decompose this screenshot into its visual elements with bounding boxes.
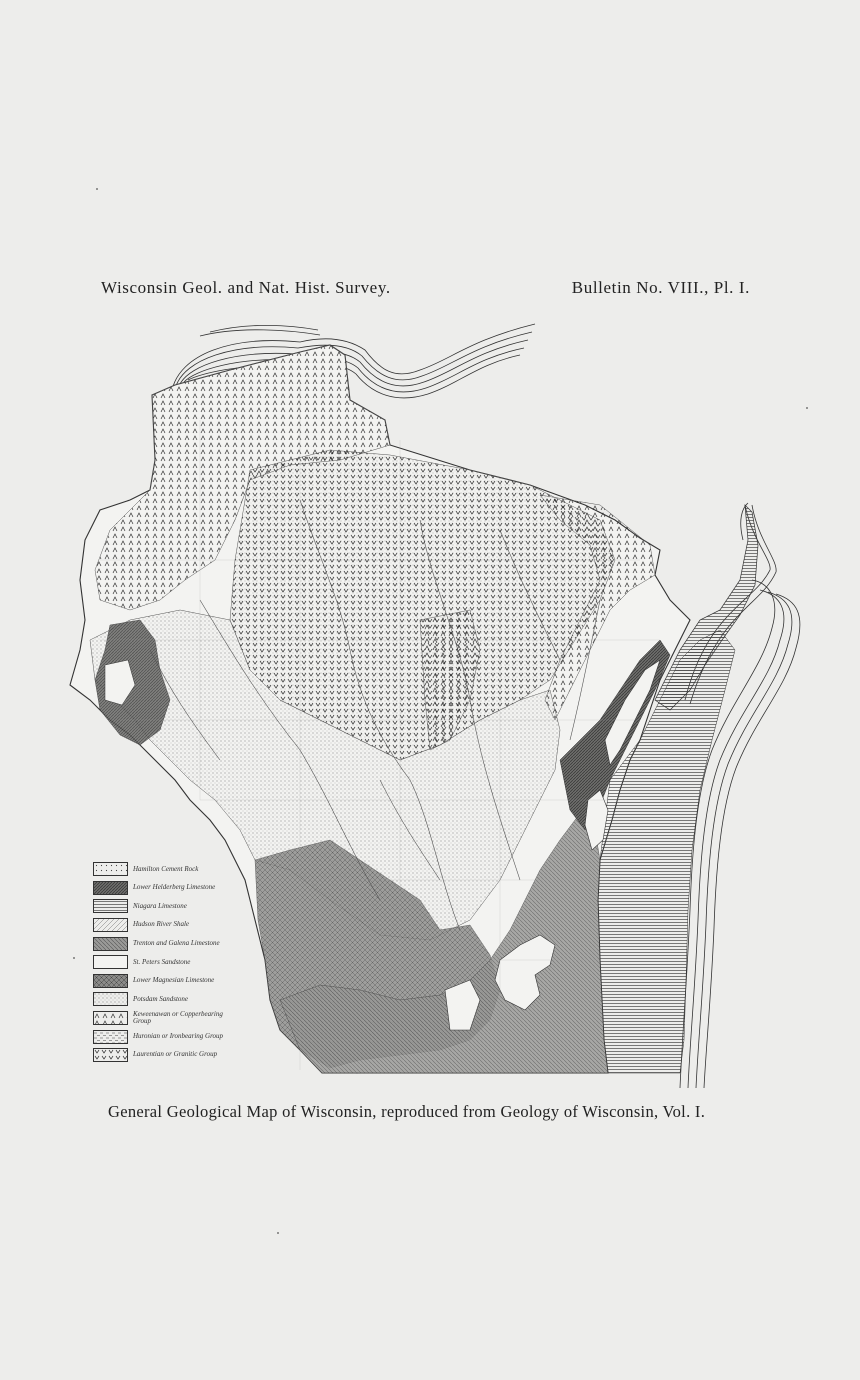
- legend-swatch: [93, 1048, 128, 1062]
- legend-swatch: [93, 1030, 128, 1044]
- legend-swatch: [93, 1011, 128, 1025]
- legend-swatch: [93, 899, 128, 913]
- legend-swatch: [93, 937, 128, 951]
- legend-item: [93, 953, 263, 972]
- legend-swatch: [93, 955, 128, 969]
- legend-item: [93, 934, 263, 953]
- dust-speck: [73, 957, 75, 959]
- legend-label: Huronian or Ironbearing Group: [133, 1031, 224, 1040]
- legend-label: Hudson River Shale: [133, 920, 189, 929]
- header-bulletin-number: Bulletin No. VIII., Pl. I.: [571, 278, 750, 297]
- legend-label: Hamilton Cement Rock: [133, 864, 199, 873]
- map-caption: General Geological Map of Wisconsin, reproduced from Geology of Wisconsin, Vol. I.: [108, 1102, 706, 1121]
- legend-label: Niagara Limestone: [133, 901, 187, 910]
- legend-item: [93, 860, 263, 879]
- dust-speck: [277, 1232, 279, 1234]
- legend-swatch: [93, 918, 128, 932]
- legend-label: Potsdam Sandstone: [133, 994, 189, 1003]
- legend-item: [93, 897, 263, 916]
- legend-item: [93, 990, 263, 1009]
- legend-item: [93, 879, 263, 898]
- dust-speck: [806, 407, 808, 409]
- dust-speck: [356, 1072, 358, 1074]
- legend-item: [93, 1009, 263, 1028]
- legend-label: Lower Helderberg Limestone: [133, 883, 216, 892]
- legend-swatch: [93, 862, 128, 876]
- legend-label: Keweenawan or Copperbearing Group: [133, 1009, 223, 1026]
- legend-label: Lower Magnesian Limestone: [133, 976, 215, 985]
- legend-item: [93, 916, 263, 935]
- legend-item: [93, 972, 263, 991]
- legend-label: Trenton and Galena Limestone: [133, 938, 220, 947]
- legend-label: St. Peters Sandstone: [133, 957, 191, 966]
- legend-item: [93, 1027, 263, 1046]
- map-legend: [93, 860, 263, 1065]
- legend-item: [93, 1046, 263, 1065]
- legend-label: Laurentian or Granitic Group: [133, 1050, 218, 1059]
- legend-swatch: [93, 992, 128, 1006]
- legend-swatch: [93, 974, 128, 988]
- legend-swatch: [93, 881, 128, 895]
- header-survey-title: Wisconsin Geol. and Nat. Hist. Survey.: [101, 278, 391, 297]
- dust-speck: [96, 188, 98, 190]
